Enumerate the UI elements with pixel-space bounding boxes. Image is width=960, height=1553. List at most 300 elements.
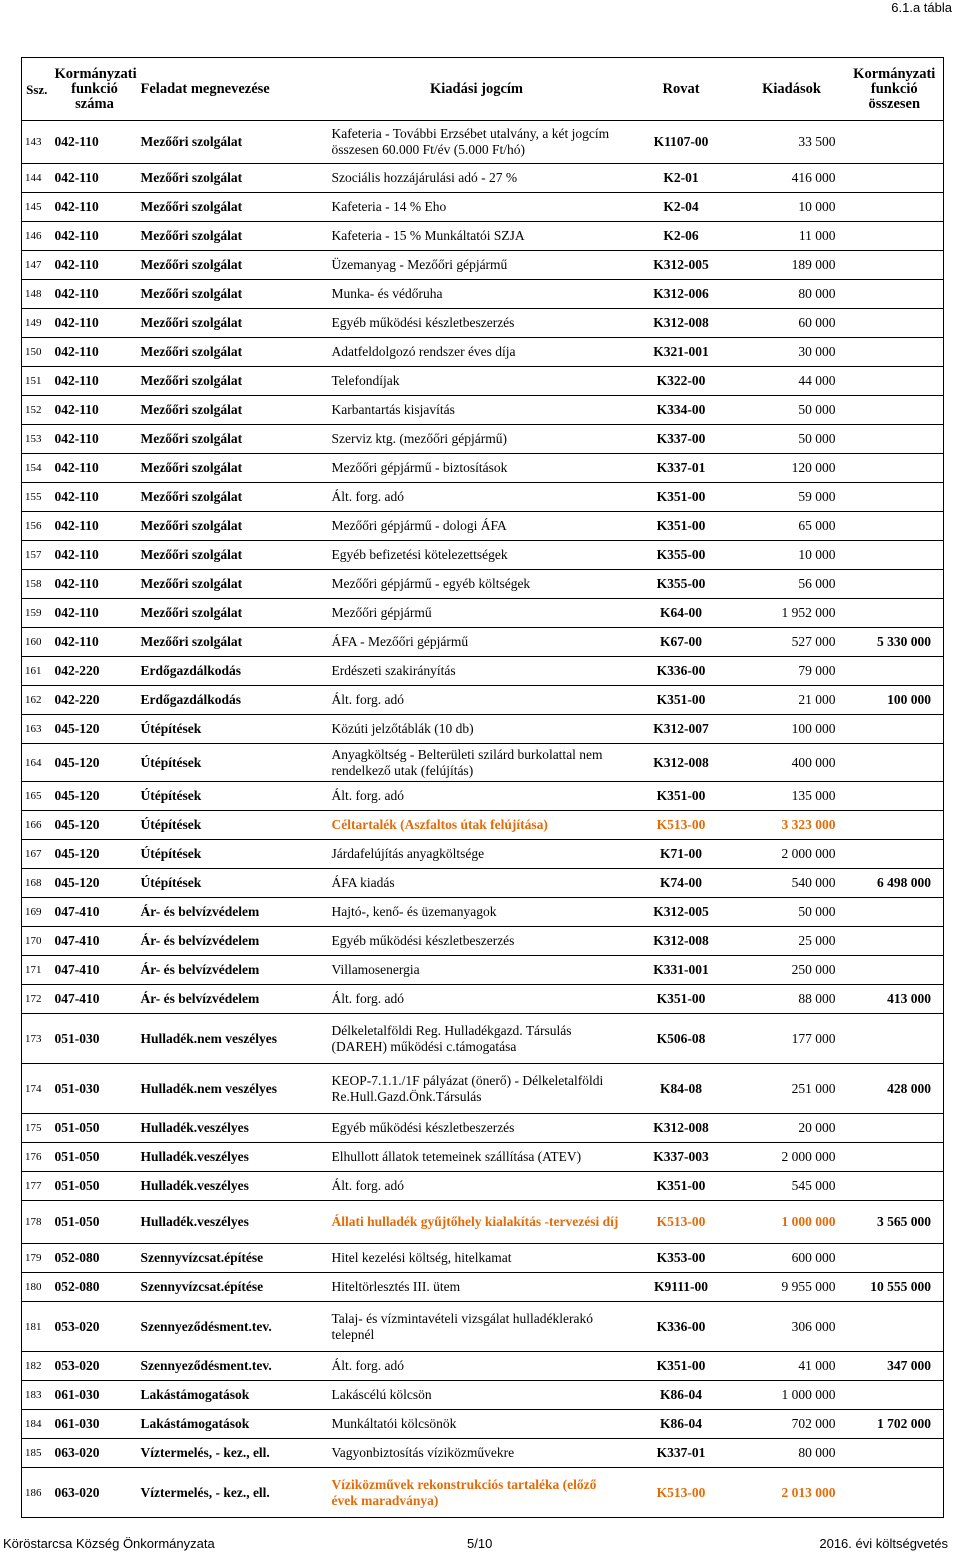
expense-amount: 20 000 — [738, 1114, 846, 1143]
row-number: 169 — [22, 898, 52, 927]
funkcio-code: 061-030 — [52, 1381, 138, 1410]
table-row — [22, 898, 944, 927]
rovat-code: K337-01 — [625, 454, 738, 483]
task-name: Víztermelés, - kez., ell. — [138, 1439, 329, 1468]
task-name: Víztermelés, - kez., ell. — [138, 1468, 329, 1518]
header-jogcim: Kiadási jogcím — [329, 58, 625, 121]
expense-title: Járdafelújítás anyagköltsége — [329, 840, 625, 869]
task-name: Mezőőri szolgálat — [138, 121, 329, 164]
rovat-code: K337-00 — [625, 425, 738, 454]
function-total — [846, 193, 944, 222]
row-number: 173 — [22, 1014, 52, 1064]
funkcio-code: 051-050 — [52, 1201, 138, 1244]
expense-title: Ált. forg. adó — [329, 985, 625, 1014]
function-total — [846, 599, 944, 628]
expense-amount: 1 952 000 — [738, 599, 846, 628]
table-row — [22, 512, 944, 541]
expense-amount: 30 000 — [738, 338, 846, 367]
task-name: Szennyvízcsat.építése — [138, 1244, 329, 1273]
row-number: 153 — [22, 425, 52, 454]
row-number: 155 — [22, 483, 52, 512]
table-row — [22, 811, 944, 840]
expense-amount: 540 000 — [738, 869, 846, 898]
funkcio-code: 042-110 — [52, 425, 138, 454]
table-row — [22, 541, 944, 570]
expense-title: Üzemanyag - Mezőőri gépjármű — [329, 251, 625, 280]
table-row — [22, 164, 944, 193]
task-name: Mezőőri szolgálat — [138, 425, 329, 454]
task-name: Útépítések — [138, 869, 329, 898]
expense-title: Telefondíjak — [329, 367, 625, 396]
task-name: Lakástámogatások — [138, 1381, 329, 1410]
task-name: Mezőőri szolgálat — [138, 541, 329, 570]
table-row — [22, 193, 944, 222]
expense-amount: 600 000 — [738, 1244, 846, 1273]
table-row — [22, 840, 944, 869]
funkcio-code: 045-120 — [52, 782, 138, 811]
task-name: Erdőgazdálkodás — [138, 686, 329, 715]
rovat-code: K2-06 — [625, 222, 738, 251]
row-number: 180 — [22, 1273, 52, 1302]
function-total — [846, 956, 944, 985]
rovat-code: K336-00 — [625, 1302, 738, 1352]
rovat-code: K334-00 — [625, 396, 738, 425]
row-number: 151 — [22, 367, 52, 396]
function-total — [846, 1439, 944, 1468]
row-number: 154 — [22, 454, 52, 483]
row-number: 162 — [22, 686, 52, 715]
function-total — [846, 840, 944, 869]
row-number: 171 — [22, 956, 52, 985]
row-number: 170 — [22, 927, 52, 956]
expense-title: Délkeletalföldi Reg. Hulladékgazd. Társulás (DAREH) működési c.támogatása — [329, 1014, 625, 1064]
rovat-code: K312-005 — [625, 898, 738, 927]
table-row — [22, 985, 944, 1014]
expense-amount: 251 000 — [738, 1064, 846, 1114]
rovat-code: K351-00 — [625, 782, 738, 811]
row-number: 184 — [22, 1410, 52, 1439]
expense-title: Elhullott állatok tetemeinek szállítása (ATEV) — [329, 1143, 625, 1172]
expense-title: Villamosenergia — [329, 956, 625, 985]
row-number: 174 — [22, 1064, 52, 1114]
rovat-code: K351-00 — [625, 483, 738, 512]
table-row — [22, 1381, 944, 1410]
expense-title: Erdészeti szakirányítás — [329, 657, 625, 686]
expense-amount: 2 000 000 — [738, 840, 846, 869]
row-number: 157 — [22, 541, 52, 570]
funkcio-code: 042-110 — [52, 193, 138, 222]
task-name: Útépítések — [138, 715, 329, 744]
rovat-code: K355-00 — [625, 541, 738, 570]
function-total — [846, 425, 944, 454]
task-name: Mezőőri szolgálat — [138, 483, 329, 512]
funkcio-code: 042-220 — [52, 657, 138, 686]
funkcio-code: 042-110 — [52, 367, 138, 396]
function-total: 10 555 000 — [846, 1273, 944, 1302]
function-total: 413 000 — [846, 985, 944, 1014]
table-row — [22, 1143, 944, 1172]
expense-amount: 50 000 — [738, 898, 846, 927]
table-row — [22, 1114, 944, 1143]
task-name: Lakástámogatások — [138, 1410, 329, 1439]
task-name: Hulladék.veszélyes — [138, 1201, 329, 1244]
rovat-code: K86-04 — [625, 1381, 738, 1410]
expense-title: Mezőőri gépjármű - biztosítások — [329, 454, 625, 483]
table-row — [22, 1201, 944, 1244]
rovat-code: K322-00 — [625, 367, 738, 396]
table-row — [22, 657, 944, 686]
function-total — [846, 1244, 944, 1273]
table-row — [22, 396, 944, 425]
task-name: Mezőőri szolgálat — [138, 628, 329, 657]
expense-amount: 177 000 — [738, 1014, 846, 1064]
expense-amount: 11 000 — [738, 222, 846, 251]
function-total — [846, 164, 944, 193]
task-name: Mezőőri szolgálat — [138, 454, 329, 483]
expense-title: Mezőőri gépjármű - dologi ÁFA — [329, 512, 625, 541]
table-row — [22, 1468, 944, 1518]
header-kiadasok: Kiadások — [738, 58, 846, 121]
funkcio-code: 052-080 — [52, 1244, 138, 1273]
expense-title: Céltartalék (Aszfaltos útak felújítása) — [329, 811, 625, 840]
function-total — [846, 222, 944, 251]
expense-title: Anyagköltség - Belterületi szilárd burkolattal nem rendelkező utak (felújítás) — [329, 744, 625, 782]
funkcio-code: 042-110 — [52, 251, 138, 280]
row-number: 150 — [22, 338, 52, 367]
task-name: Mezőőri szolgálat — [138, 309, 329, 338]
funkcio-code: 042-110 — [52, 164, 138, 193]
row-number: 148 — [22, 280, 52, 309]
function-total — [846, 657, 944, 686]
rovat-code: K513-00 — [625, 1201, 738, 1244]
task-name: Útépítések — [138, 782, 329, 811]
expense-title: KEOP-7.1.1./1F pályázat (önerő) - Délkeletalföldi Re.Hull.Gazd.Önk.Társulás — [329, 1064, 625, 1114]
table-row — [22, 251, 944, 280]
function-total — [846, 1172, 944, 1201]
expense-amount: 79 000 — [738, 657, 846, 686]
funkcio-code: 063-020 — [52, 1468, 138, 1518]
row-number: 160 — [22, 628, 52, 657]
row-number: 156 — [22, 512, 52, 541]
rovat-code: K312-005 — [625, 251, 738, 280]
function-total — [846, 927, 944, 956]
row-number: 167 — [22, 840, 52, 869]
row-number: 179 — [22, 1244, 52, 1273]
function-total — [846, 280, 944, 309]
function-total — [846, 898, 944, 927]
funkcio-code: 051-030 — [52, 1064, 138, 1114]
header-task: Feladat megnevezése — [138, 58, 329, 121]
funkcio-code: 042-110 — [52, 512, 138, 541]
row-number: 183 — [22, 1381, 52, 1410]
funkcio-code: 045-120 — [52, 744, 138, 782]
expense-title: Adatfeldolgozó rendszer éves díja — [329, 338, 625, 367]
function-total — [846, 1381, 944, 1410]
header-rovat: Rovat — [625, 58, 738, 121]
table-row — [22, 1410, 944, 1439]
expense-amount: 50 000 — [738, 425, 846, 454]
expense-title: Hiteltörlesztés III. ütem — [329, 1273, 625, 1302]
function-total — [846, 715, 944, 744]
task-name: Mezőőri szolgálat — [138, 193, 329, 222]
table-row — [22, 367, 944, 396]
rovat-code: K321-001 — [625, 338, 738, 367]
rovat-code: K74-00 — [625, 869, 738, 898]
expense-amount: 10 000 — [738, 193, 846, 222]
expense-amount: 44 000 — [738, 367, 846, 396]
table-row — [22, 1352, 944, 1381]
table-row — [22, 1172, 944, 1201]
funkcio-code: 045-120 — [52, 840, 138, 869]
expense-amount: 306 000 — [738, 1302, 846, 1352]
task-name: Szennyvízcsat.építése — [138, 1273, 329, 1302]
rovat-code: K337-01 — [625, 1439, 738, 1468]
task-name: Mezőőri szolgálat — [138, 164, 329, 193]
rovat-code: K312-006 — [625, 280, 738, 309]
row-number: 146 — [22, 222, 52, 251]
expense-amount: 80 000 — [738, 280, 846, 309]
expense-amount: 416 000 — [738, 164, 846, 193]
funkcio-code: 042-110 — [52, 483, 138, 512]
table-row — [22, 1302, 944, 1352]
funkcio-code: 061-030 — [52, 1410, 138, 1439]
expense-amount: 400 000 — [738, 744, 846, 782]
funkcio-code: 051-050 — [52, 1172, 138, 1201]
funkcio-code: 042-110 — [52, 628, 138, 657]
expense-amount: 88 000 — [738, 985, 846, 1014]
expense-amount: 9 955 000 — [738, 1273, 846, 1302]
function-total — [846, 251, 944, 280]
function-total — [846, 396, 944, 425]
expense-title: Ált. forg. adó — [329, 1352, 625, 1381]
row-number: 164 — [22, 744, 52, 782]
header-row — [22, 58, 944, 121]
expense-title: Vagyonbiztosítás víziközművekre — [329, 1439, 625, 1468]
funkcio-code: 045-120 — [52, 811, 138, 840]
rovat-code: K351-00 — [625, 512, 738, 541]
funkcio-code: 042-110 — [52, 541, 138, 570]
task-name: Erdőgazdálkodás — [138, 657, 329, 686]
task-name: Mezőőri szolgálat — [138, 280, 329, 309]
table-row — [22, 744, 944, 782]
task-name: Útépítések — [138, 840, 329, 869]
row-number: 166 — [22, 811, 52, 840]
funkcio-code: 063-020 — [52, 1439, 138, 1468]
row-number: 147 — [22, 251, 52, 280]
page-label: 6.1.a tábla — [891, 0, 952, 15]
table-row — [22, 927, 944, 956]
table-row — [22, 454, 944, 483]
table-row — [22, 121, 944, 164]
task-name: Ár- és belvízvédelem — [138, 956, 329, 985]
expense-amount: 527 000 — [738, 628, 846, 657]
expense-amount: 59 000 — [738, 483, 846, 512]
rovat-code: K312-008 — [625, 1114, 738, 1143]
table-row — [22, 1014, 944, 1064]
table-row — [22, 869, 944, 898]
task-name: Útépítések — [138, 811, 329, 840]
table-row — [22, 338, 944, 367]
rovat-code: K71-00 — [625, 840, 738, 869]
rovat-code: K312-008 — [625, 927, 738, 956]
table-row — [22, 1244, 944, 1273]
expense-title: Állati hulladék gyűjtőhely kialakítás -tervezési díj — [329, 1201, 625, 1244]
task-name: Mezőőri szolgálat — [138, 396, 329, 425]
rovat-code: K331-001 — [625, 956, 738, 985]
funkcio-code: 047-410 — [52, 898, 138, 927]
rovat-code: K2-01 — [625, 164, 738, 193]
expense-amount: 65 000 — [738, 512, 846, 541]
header-osszesen: Kormányzati funkció összesen — [846, 58, 944, 121]
table-row — [22, 956, 944, 985]
funkcio-code: 051-050 — [52, 1114, 138, 1143]
expense-amount: 41 000 — [738, 1352, 846, 1381]
task-name: Hulladék.veszélyes — [138, 1114, 329, 1143]
expense-amount: 60 000 — [738, 309, 846, 338]
task-name: Mezőőri szolgálat — [138, 570, 329, 599]
task-name: Útépítések — [138, 744, 329, 782]
function-total — [846, 1114, 944, 1143]
table-row — [22, 686, 944, 715]
task-name: Ár- és belvízvédelem — [138, 898, 329, 927]
expense-title: ÁFA - Mezőőri gépjármű — [329, 628, 625, 657]
function-total: 347 000 — [846, 1352, 944, 1381]
expense-title: Munka- és védőruha — [329, 280, 625, 309]
function-total — [846, 1302, 944, 1352]
rovat-code: K351-00 — [625, 985, 738, 1014]
function-total — [846, 541, 944, 570]
task-name: Mezőőri szolgálat — [138, 599, 329, 628]
function-total — [846, 454, 944, 483]
row-number: 178 — [22, 1201, 52, 1244]
row-number: 161 — [22, 657, 52, 686]
funkcio-code: 045-120 — [52, 715, 138, 744]
footer-budget-year: 2016. évi költségvetés — [819, 1536, 948, 1551]
funkcio-code: 051-030 — [52, 1014, 138, 1064]
footer-org: Köröstarcsa Község Önkormányzata — [3, 1536, 215, 1551]
funkcio-code: 042-110 — [52, 222, 138, 251]
function-total: 5 330 000 — [846, 628, 944, 657]
expense-title: ÁFA kiadás — [329, 869, 625, 898]
table-row — [22, 1064, 944, 1114]
task-name: Mezőőri szolgálat — [138, 251, 329, 280]
row-number: 165 — [22, 782, 52, 811]
table-row — [22, 1273, 944, 1302]
budget-table-container — [21, 57, 943, 1518]
expense-amount: 3 323 000 — [738, 811, 846, 840]
expense-title: Munkáltatói kölcsönök — [329, 1410, 625, 1439]
rovat-code: K513-00 — [625, 811, 738, 840]
row-number: 158 — [22, 570, 52, 599]
funkcio-code: 042-110 — [52, 599, 138, 628]
funkcio-code: 053-020 — [52, 1352, 138, 1381]
row-number: 172 — [22, 985, 52, 1014]
expense-title: Ált. forg. adó — [329, 1172, 625, 1201]
function-total — [846, 1014, 944, 1064]
function-total — [846, 1468, 944, 1518]
task-name: Szennyeződésment.tev. — [138, 1302, 329, 1352]
rovat-code: K312-008 — [625, 309, 738, 338]
expense-amount: 135 000 — [738, 782, 846, 811]
expense-title: Egyéb befizetési kötelezettségek — [329, 541, 625, 570]
row-number: 182 — [22, 1352, 52, 1381]
funkcio-code: 047-410 — [52, 956, 138, 985]
task-name: Szennyeződésment.tev. — [138, 1352, 329, 1381]
row-number: 144 — [22, 164, 52, 193]
row-number: 177 — [22, 1172, 52, 1201]
task-name: Ár- és belvízvédelem — [138, 927, 329, 956]
function-total — [846, 512, 944, 541]
function-total — [846, 483, 944, 512]
function-total — [846, 570, 944, 599]
function-total — [846, 121, 944, 164]
page-footer — [0, 1535, 960, 1553]
expense-title: Hajtó-, kenő- és üzemanyagok — [329, 898, 625, 927]
budget-table — [21, 57, 944, 1518]
expense-title: Mezőőri gépjármű - egyéb költségek — [329, 570, 625, 599]
expense-amount: 545 000 — [738, 1172, 846, 1201]
expense-title: Víziközművek rekonstrukciós tartaléka (előző évek maradványa) — [329, 1468, 625, 1518]
expense-amount: 189 000 — [738, 251, 846, 280]
row-number: 159 — [22, 599, 52, 628]
funkcio-code: 047-410 — [52, 927, 138, 956]
row-number: 168 — [22, 869, 52, 898]
funkcio-code: 053-020 — [52, 1302, 138, 1352]
expense-amount: 120 000 — [738, 454, 846, 483]
function-total — [846, 1143, 944, 1172]
rovat-code: K2-04 — [625, 193, 738, 222]
expense-amount: 25 000 — [738, 927, 846, 956]
table-row — [22, 222, 944, 251]
rovat-code: K351-00 — [625, 686, 738, 715]
rovat-code: K355-00 — [625, 570, 738, 599]
expense-amount: 33 500 — [738, 121, 846, 164]
row-number: 175 — [22, 1114, 52, 1143]
rovat-code: K312-008 — [625, 744, 738, 782]
header-code: Kormányzati funkció száma — [52, 58, 138, 121]
function-total — [846, 309, 944, 338]
task-name: Hulladék.nem veszélyes — [138, 1014, 329, 1064]
expense-amount: 2 013 000 — [738, 1468, 846, 1518]
table-row — [22, 309, 944, 338]
expense-title: Kafeteria - 15 % Munkáltatói SZJA — [329, 222, 625, 251]
table-row — [22, 628, 944, 657]
table-row — [22, 1439, 944, 1468]
row-number: 143 — [22, 121, 52, 164]
expense-amount: 10 000 — [738, 541, 846, 570]
task-name: Hulladék.veszélyes — [138, 1143, 329, 1172]
rovat-code: K312-007 — [625, 715, 738, 744]
rovat-code: K67-00 — [625, 628, 738, 657]
function-total — [846, 338, 944, 367]
expense-amount: 100 000 — [738, 715, 846, 744]
row-number: 149 — [22, 309, 52, 338]
expense-title: Lakáscélú kölcsön — [329, 1381, 625, 1410]
row-number: 152 — [22, 396, 52, 425]
table-row — [22, 782, 944, 811]
funkcio-code: 042-110 — [52, 121, 138, 164]
task-name: Mezőőri szolgálat — [138, 222, 329, 251]
expense-title: Kafeteria - További Erzsébet utalvány, a két jogcím összesen 60.000 Ft/év (5.000 Ft/hó) — [329, 121, 625, 164]
task-name: Hulladék.veszélyes — [138, 1172, 329, 1201]
row-number: 185 — [22, 1439, 52, 1468]
task-name: Hulladék.nem veszélyes — [138, 1064, 329, 1114]
rovat-code: K1107-00 — [625, 121, 738, 164]
footer-page-number: 5/10 — [467, 1536, 493, 1551]
table-body — [22, 121, 944, 1518]
rovat-code: K351-00 — [625, 1172, 738, 1201]
expense-amount: 702 000 — [738, 1410, 846, 1439]
